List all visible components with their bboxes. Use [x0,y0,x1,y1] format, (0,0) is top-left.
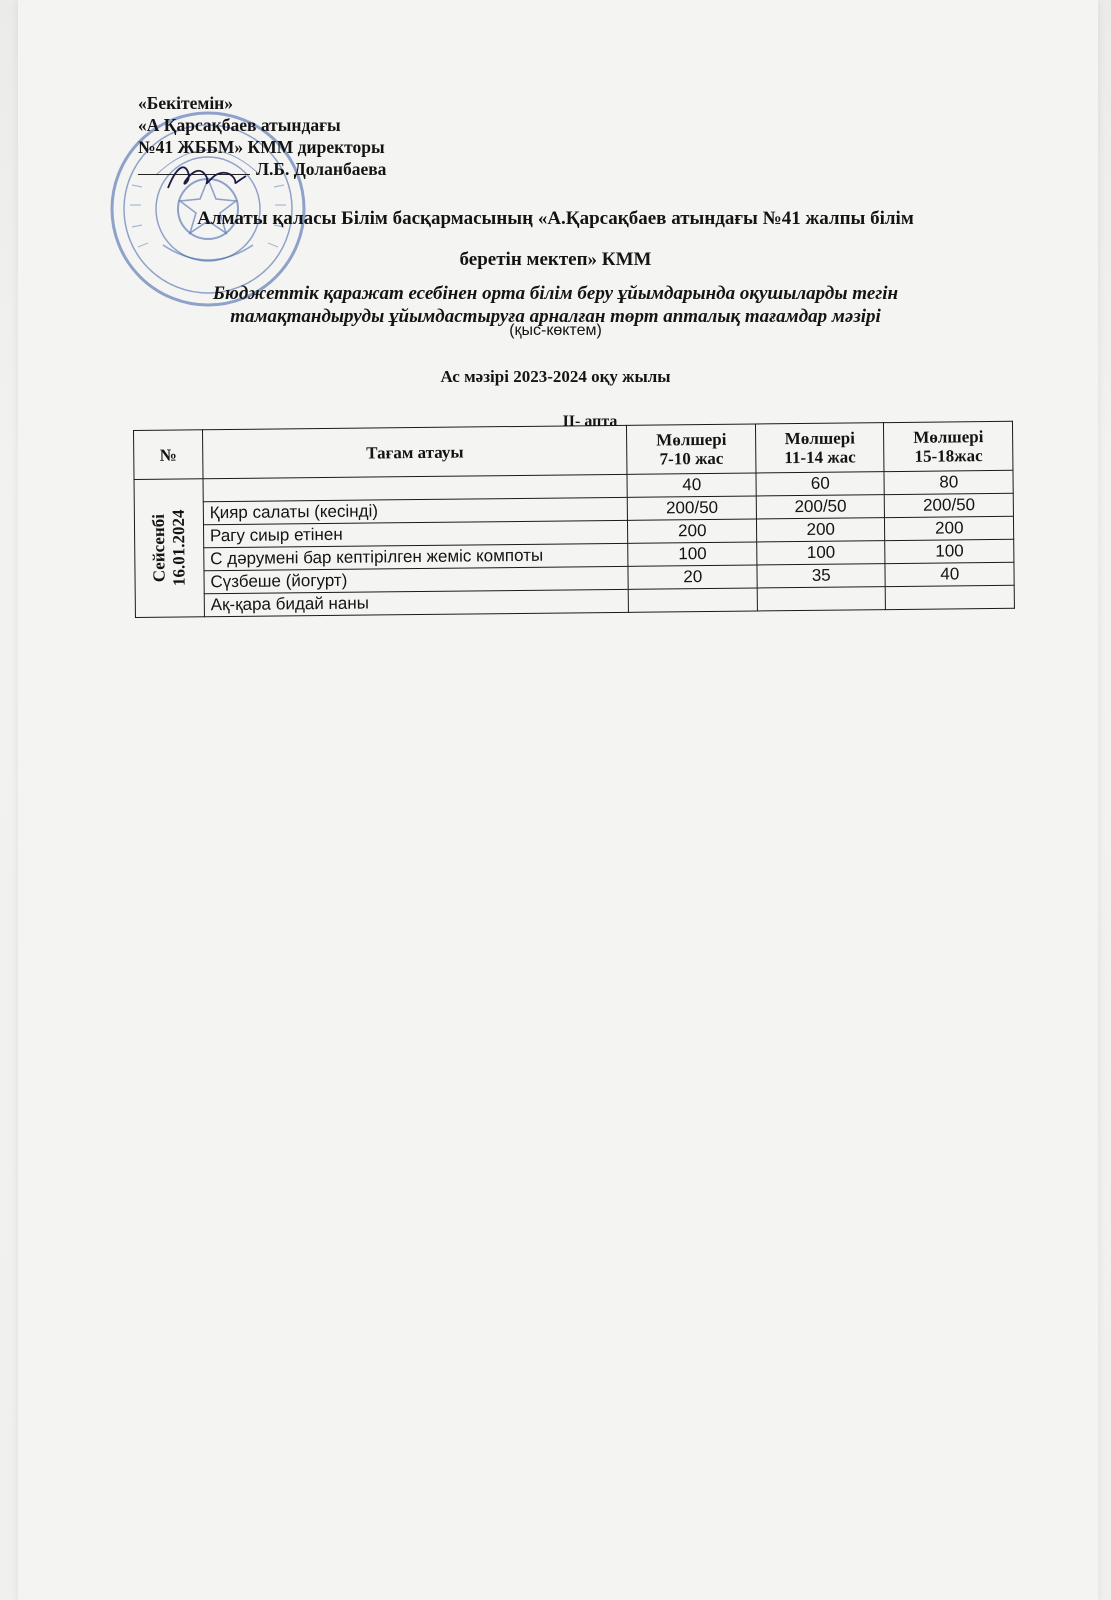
row1-name: Рагу сиыр етінен [203,520,628,547]
row3-q2: 100 [757,541,886,565]
row4-q1: 20 [628,565,757,589]
week-label: II- апта [562,413,618,430]
row3-name: Сүзбеше (йогурт) [204,566,629,593]
signature-icon [162,158,252,196]
row0-q2: 60 [756,472,885,496]
row0-name: Қияр салаты (кесінді) [203,497,628,524]
org-title-line2: беретін мектеп» КММ [459,249,652,270]
header-num: № [134,430,203,480]
header-age1-label: Мөлшері [656,429,727,450]
approval-position: №41 ЖББМ» КММ директоры [138,137,385,157]
row2-q1: 200 [628,519,757,543]
org-title-line1: Алматы қаласы Білім басқармасының «А.Қарсақбаев атындағы №41 жалпы білім [197,208,914,229]
menu-subtitle [0,264,1111,328]
header-age3-label: Мөлшері [913,427,984,447]
row1-q3: 200/50 [885,493,1014,517]
header-age2 [755,423,884,473]
approval-title: «Бекітемін» [138,93,234,113]
menu-subtitle-line1: Бюджеттік қаражат есебінен орта білім беру ұйымдарында оқушыларды тегін [212,283,899,304]
menu-table [133,421,1015,618]
header-age1-range: 7-10 жас [659,448,724,469]
row3-q1: 100 [628,542,757,566]
row3-q3: 100 [885,539,1014,563]
header-age3 [884,421,1013,471]
approval-school: «А Қарсақбаев атындағы [138,115,341,135]
row1-q2: 200/50 [756,495,885,519]
season-label: (қыс-көктем) [509,322,602,339]
day-label [149,510,190,587]
row2-name: С дәрумені бар кептірілген жеміс компоты [204,543,629,570]
header-age3-range: 15-18жас [914,446,983,466]
row4-name: Ақ-қара бидай наны [204,589,629,616]
day-name: Сейсенбі [148,514,169,583]
header-age2-label: Мөлшері [784,428,856,449]
row1-q1: 200/50 [628,496,757,520]
row4-q3: 40 [885,562,1014,586]
menu-subtitle-line2: тамақтандыруды ұйымдастыруға арналған төрт апталық тағамдар мәзірі [230,306,881,327]
row4-q2: 35 [757,564,886,588]
header-age1 [627,424,756,474]
approval-signer: Л.Б. Доланбаева [256,159,387,179]
menu-year: Ас мәзірі 2023-2024 оқу жылы [440,367,671,386]
day-date: 16.01.2024 [168,509,189,587]
header-age2-range: 11-14 жас [784,447,856,468]
header-name: Тағам атауы [202,425,627,478]
row0-q1: 40 [627,473,756,497]
row0-q3: 80 [884,470,1013,494]
day-cell [134,479,204,618]
row2-q2: 200 [756,518,885,542]
row2-q3: 200 [885,516,1014,540]
